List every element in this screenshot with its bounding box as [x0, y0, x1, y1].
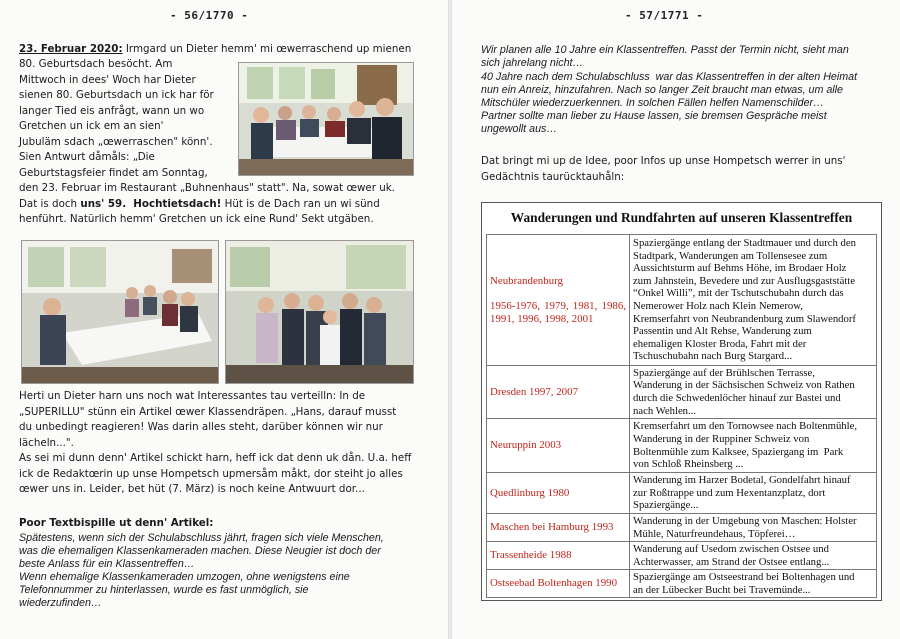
quote-line: Telefonnummer zu hinterlassen, wurde es fast unmöglich, sie — [19, 584, 309, 596]
quote-line: Partner sollte man lieber zu Hause lassen, sie bremsen Gespräche meist — [481, 110, 827, 122]
intro-line: Sien Antwurt dåmåls: „Die — [19, 151, 155, 163]
intro-line: Gretchen un ick em an sien' — [19, 120, 164, 132]
text-span: Dat is doch — [19, 198, 81, 210]
place-cell: Maschen bei Hamburg 1993 — [487, 514, 630, 542]
table-row — [487, 419, 877, 473]
intro-line: Mittwoch in dees' Woch har Dieter — [19, 74, 196, 86]
intro-line: 80. Geburtsdach besöcht. Am — [19, 58, 173, 70]
para-line: œwer uns in. Leider, bet hüt (7. März) is noch keine Antwuurt dor... — [19, 483, 365, 495]
trips-table-box — [481, 202, 882, 601]
para-line: Herti un Dieter harn uns noch wat Interessantes tau verteilln: In de — [19, 390, 366, 402]
place-cell — [487, 235, 630, 366]
description-cell: Wanderung auf Usedom zwischen Ostsee und Achterwasser, am Strand der Ostsee entlang... — [630, 542, 877, 570]
table-row — [487, 366, 877, 419]
quote-line: 40 Jahre nach dem Schulabschluss war das Klassentreffen in der alten Heimat — [481, 71, 858, 83]
table-row — [487, 235, 877, 366]
quote-line: Wenn ehemalige Klassenkameraden umzogen, ohne wenigstens eine — [19, 571, 350, 583]
description-cell: Spaziergänge auf der Brühlschen Terrasse, Wanderung in der Sächsischen Schweiz von Rathen durch die Schwedenlöcher hinauf zur Bastei und nach Wehlen... — [630, 366, 877, 419]
intro-line: den 23. Februar im Restaurant „Buhnenhaus" statt". Na, sowat œwer uk. — [19, 182, 396, 194]
place-cell: Ostseebad Boltenhagen 1990 — [487, 570, 630, 598]
intro-first-line — [19, 42, 411, 57]
description-cell: Spaziergänge entlang der Stadtmauer und durch den Stadtpark, Wanderungen am Tollensesee zum Aussichtsturm auf Behms Höhe, im Brodaer Holz zum Jahnstein, Bevedere und zur Ausflugsgaststätte “Onkel Willi”, mit der Tschutschubahn durch das Nemerower Holz nach Klein Nemerow, Kremserfahrt von Neubrandenburg zum Slawendorf Passentin und Alt Rehse, Wanderung zum ehemaligen Kloster Broda, Fahrt mit der Tschuschubahn nach Burg Stargard... — [630, 235, 877, 366]
dining-room-photo — [21, 240, 219, 384]
intro-line: Jubuläm sdach „œwerraschen" könn'. — [19, 136, 213, 148]
description-cell: Kremserfahrt um den Tornowsee nach Boltenmühle, Wanderung in der Ruppiner Schweiz von Boltenmühle zum Kalksee, Spaziergang im Park von Schloß Rheinsberg ... — [630, 419, 877, 473]
para-line: As sei mi dunn denn' Artikel schickt harn, heff ick dat denn uk dån. U.a. heff — [19, 452, 412, 464]
place-cell: Trassenheide 1988 — [487, 542, 630, 570]
intro-line: langer Tied eis anfrågt, wann un wo — [19, 105, 205, 117]
quote-line: was die ehemaligen Klassenkameraden machen. Diese Neugier ist doch der — [19, 545, 381, 557]
quote-line: ungewollt aus… — [481, 123, 558, 135]
intro-line: sienen 80. Geburtsdach un ick har för — [19, 89, 214, 101]
intro-line: Irmgard un Dieter hemm' mi œwerraschend up mienen — [122, 43, 412, 55]
table-row — [487, 514, 877, 542]
quote-line: Wir planen alle 10 Jahre ein Klassentreffen. Passt der Termin nicht, sieht man — [481, 44, 849, 56]
place-cell: Neuruppin 2003 — [487, 419, 630, 473]
table-row — [487, 570, 877, 598]
para-line: „SUPERILLU" stünn ein Artikel œwer Klassendräpen. „Hans, darauf musst — [19, 406, 397, 418]
para-line: du unbedingt reagieren! Was darin alles steht, darüber können wir nur — [19, 421, 383, 433]
group-photo — [225, 240, 414, 384]
intro-line: Geburtstagsfeier findet am Sonntag, — [19, 167, 208, 179]
quote-line: sich jahrelang nicht… — [481, 57, 584, 69]
trips-table — [486, 234, 877, 598]
anniversary-line — [19, 197, 380, 212]
intro-line: henführt. Natürlich hemm' Gretchen un ick eine Rund' Sekt utgäben. — [19, 213, 374, 225]
para-line: ick de Redaktœrin up unse Hompetsch upmersåm måkt, dor steiht jo alles — [19, 468, 403, 480]
quote-line: Mitschüler wiederzuerkennen. In solchen Fällen helfen Namenschilder… — [481, 97, 824, 109]
place-cell: Quedlinburg 1980 — [487, 473, 630, 514]
left-page — [0, 0, 448, 639]
description-cell: Spaziergänge am Ostseestrand bei Boltenhagen und an der Lübecker Bucht bei Travemünde... — [630, 570, 877, 598]
right-page — [452, 0, 900, 639]
section-heading: Poor Textbispille ut denn' Artikel: — [19, 517, 214, 529]
date-heading: 23. Februar 2020: — [19, 43, 123, 55]
intro-line: Gedächtnis taurücktauhåln: — [481, 171, 625, 183]
description-cell: Wanderung in der Umgebung von Maschen: Holster Mühle, Naturfreundehaus, Töpferei… — [630, 514, 877, 542]
table-title: Wanderungen und Rundfahrten auf unseren Klassentreffen — [510, 210, 853, 225]
place-name: Neubrandenburg — [490, 274, 563, 287]
description-cell: Wanderung im Harzer Bodetal, Gondelfahrt hinauf zur Roßtrappe und zum Hexentanzplatz, dort Spaziergänge... — [630, 473, 877, 514]
quote-line: wiederzufinden… — [19, 597, 102, 609]
page-number: - 56/1770 - — [170, 9, 249, 22]
quote-line: beste Anlass für ein Klassentreffen… — [19, 558, 195, 570]
place-cell: Dresden 1997, 2007 — [487, 366, 630, 419]
anniversary-highlight: uns' 59. Hochtietsdach! — [80, 198, 222, 210]
table-row — [487, 473, 877, 514]
quote-line: Spätestens, wenn sich der Schulabschluss jährt, fragen sich viele Menschen, — [19, 532, 384, 544]
page-number: - 57/1771 - — [625, 9, 704, 22]
intro-line: Dat bringt mi up de Idee, poor Infos up unse Hompetsch werrer in uns' — [481, 155, 846, 167]
text-span: Hüt is de Dach ran un wi sünd — [221, 198, 380, 210]
para-line: lächeln...". — [19, 437, 74, 449]
party-table-photo — [238, 62, 414, 176]
table-row — [487, 542, 877, 570]
place-years: 1956-1976, 1979, 1981, 1986, 1991, 1996, 1998, 2001 — [490, 299, 626, 325]
quote-line: nun ein Anreiz, hinzufahren. Nach so langer Zeit braucht man etwas, um alle — [481, 84, 843, 96]
